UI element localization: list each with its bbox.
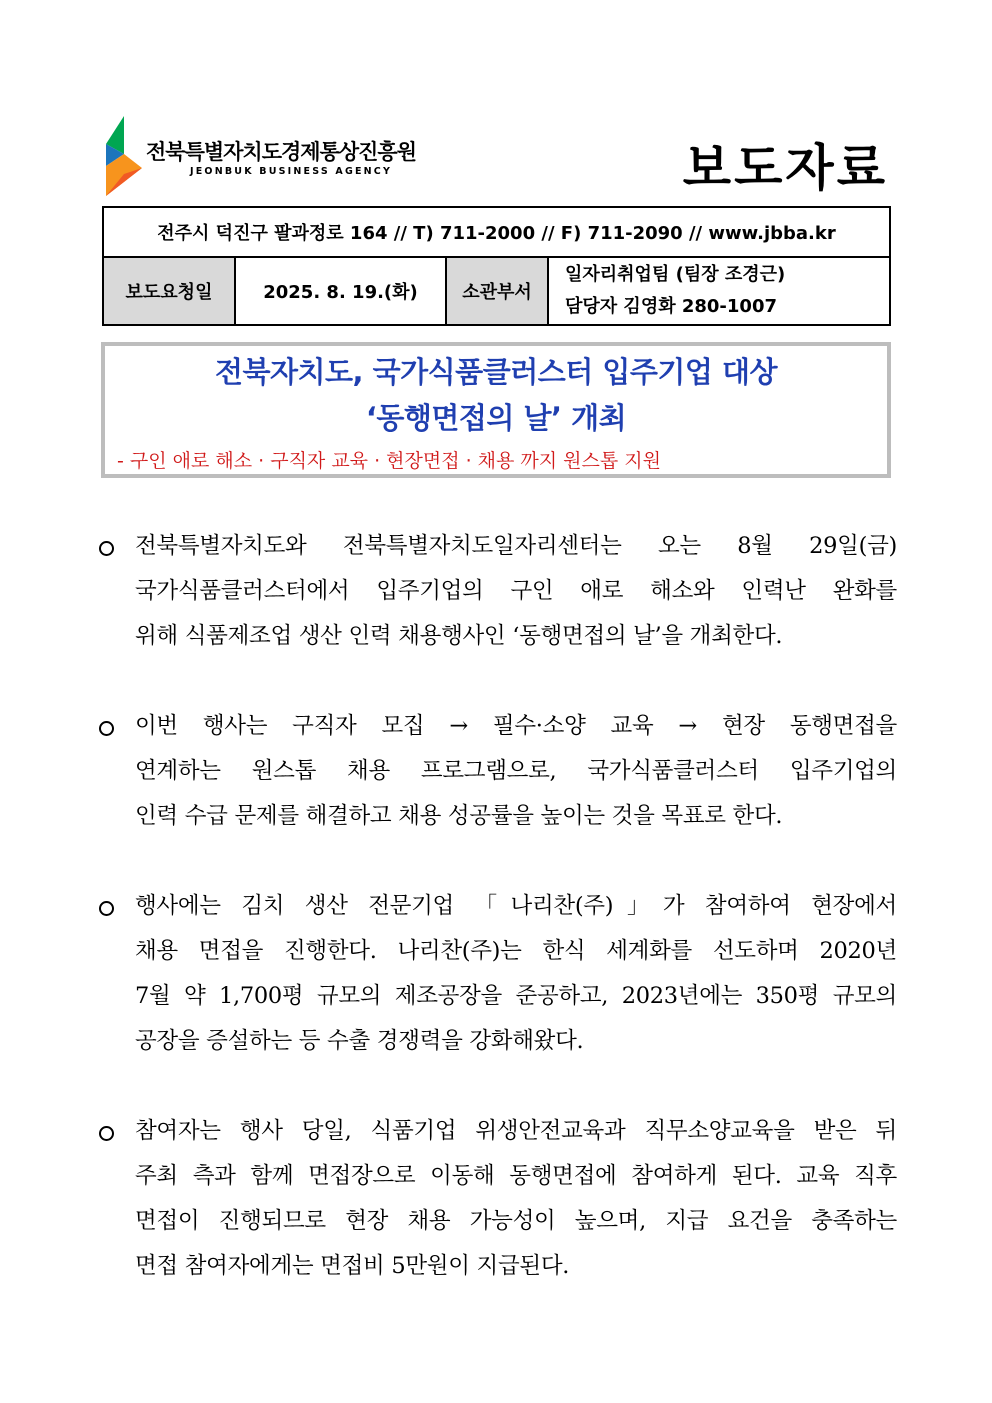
- org-logo: [104, 116, 417, 196]
- org-name: 전북특별자치도경제통상진흥원: [146, 140, 417, 164]
- paragraph-line: 면접이 진행되므로 현장 채용 가능성이 높으며, 지급 요건을 충족하는: [135, 1208, 897, 1234]
- paragraph-line: 행사에는 김치 생산 전문기업 「나리찬(주)」가 참여하여 현장에서: [135, 893, 897, 919]
- paragraph-line: 공장을 증설하는 등 수출 경쟁력을 강화해왔다.: [135, 1028, 584, 1054]
- headline-box: [101, 342, 891, 478]
- bullet-circle-icon: [99, 1126, 114, 1141]
- paragraph-line: 전북특별자치도와 전북특별자치도일자리센터는 오는 8월 29일(금): [135, 533, 897, 559]
- department-label: 소관부서: [446, 257, 548, 325]
- paragraph-line: 연계하는 원스톱 채용 프로그램으로, 국가식품클러스터 입주기업의: [135, 758, 897, 784]
- paragraph-line: 위해 식품제조업 생산 인력 채용행사인 ‘동행면접의 날’을 개최한다.: [135, 623, 783, 649]
- paragraph-line: 7월 약 1,700평 규모의 제조공장을 준공하고, 2023년에는 350평 규모의: [135, 983, 897, 1009]
- address-contact-line: 전주시 덕진구 팔과정로 164 // T) 711-2000 // F) 711-2090 // www.jbba.kr: [103, 207, 890, 257]
- org-logo-mark-icon: [104, 116, 144, 196]
- headline-subtitle: - 구인 애로 해소 · 구직자 교육 · 현장면접 · 채용 까지 원스톱 지원: [117, 450, 661, 472]
- release-date-value: 2025. 8. 19.(화): [235, 257, 446, 325]
- article-body: [95, 524, 897, 1334]
- headline-title-line2: ‘동행면접의 날’ 개최: [365, 401, 627, 435]
- department-contact: [548, 257, 890, 325]
- department-person: 담당자 김영화 280-1007: [565, 296, 778, 317]
- department-team: 일자리취업팀 (팀장 조경근): [565, 264, 786, 285]
- paragraph-line: 주최 측과 함께 면접장으로 이동해 동행면접에 참여하게 된다. 교육 직후: [135, 1163, 897, 1189]
- paragraph-2: [95, 704, 897, 839]
- paragraph-line: 채용 면접을 진행한다. 나리찬(주)는 한식 세계화를 선도하며 2020년: [135, 938, 897, 964]
- bullet-circle-icon: [99, 901, 114, 916]
- paragraph-line: 이번 행사는 구직자 모집 → 필수·소양 교육 → 현장 동행면접을: [135, 713, 897, 739]
- paragraph-1: [95, 524, 897, 659]
- paragraph-line: 면접 참여자에게는 면접비 5만원이 지급된다.: [135, 1253, 570, 1279]
- paragraph-3: [95, 884, 897, 1064]
- paragraph-4: [95, 1109, 897, 1289]
- paragraph-line: 인력 수급 문제를 해결하고 채용 성공률을 높이는 것을 목표로 한다.: [135, 803, 783, 829]
- paragraph-line: 참여자는 행사 당일, 식품기업 위생안전교육과 직무소양교육을 받은 뒤: [135, 1118, 897, 1144]
- headline-title-line1: 전북자치도, 국가식품클러스터 입주기업 대상: [214, 355, 778, 389]
- org-name-en: JEONBUK BUSINESS AGENCY: [190, 166, 393, 177]
- contact-info-table: [102, 206, 891, 326]
- bullet-circle-icon: [99, 541, 114, 556]
- bullet-circle-icon: [99, 721, 114, 736]
- release-date-label: 보도요청일: [103, 257, 235, 325]
- document-type-title: 보도자료: [682, 139, 888, 197]
- paragraph-line: 국가식품클러스터에서 입주기업의 구인 애로 해소와 인력난 완화를: [135, 578, 897, 604]
